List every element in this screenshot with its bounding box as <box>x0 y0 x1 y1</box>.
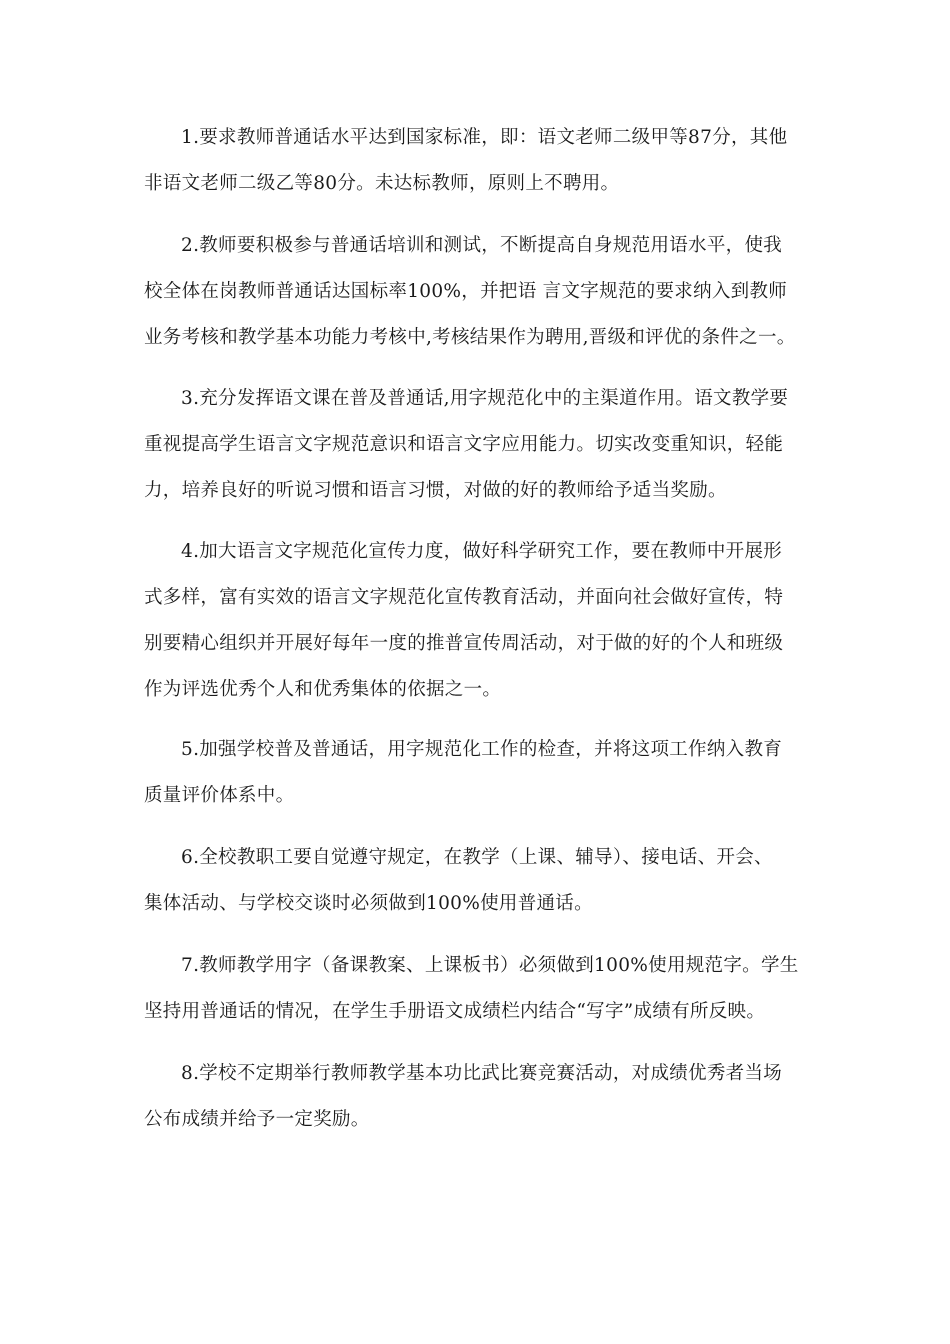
paragraph-line: 3.充分发挥语文课在普及普通话,用字规范化中的主渠道作用。语文教学要 <box>181 388 789 409</box>
paragraph-line: 公布成绩并给予一定奖励。 <box>144 1109 370 1130</box>
paragraph-line: 别要精心组织并开展好每年一度的推普宣传周活动，对于做的好的个人和班级 <box>144 633 784 654</box>
paragraph-1 <box>144 115 809 207</box>
paragraph-line: 6.全校教职工要自觉遵守规定，在教学（上课、辅导）、接电话、开会、 <box>181 847 773 868</box>
paragraph-line: 校全体在岗教师普通话达国标率100%，并把语 言文字规范的要求纳入到教师 <box>144 281 788 302</box>
paragraph-4 <box>144 529 809 713</box>
paragraph-line: 集体活动、与学校交谈时必须做到100%使用普通话。 <box>144 893 593 914</box>
paragraph-line: 7.教师教学用字（备课教案、上课板书）必须做到100%使用规范字。学生 <box>181 955 799 976</box>
paragraph-5 <box>144 727 809 819</box>
paragraph-line: 坚持用普通话的情况，在学生手册语文成绩栏内结合“写字”成绩有所反映。 <box>144 1001 766 1022</box>
paragraph-line: 作为评选优秀个人和优秀集体的依据之一。 <box>144 679 502 700</box>
paragraph-line: 5.加强学校普及普通话，用字规范化工作的检查，并将这项工作纳入教育 <box>181 739 783 760</box>
paragraph-line: 式多样，富有实效的语言文字规范化宣传教育活动，并面向社会做好宣传，特 <box>144 587 784 608</box>
paragraph-line: 力，培养良好的听说习惯和语言习惯，对做的好的教师给予适当奖励。 <box>144 480 727 501</box>
paragraph-6 <box>144 835 809 927</box>
paragraph-line: 2.教师要积极参与普通话培训和测试，不断提高自身规范用语水平，使我 <box>181 235 783 256</box>
paragraph-line: 1.要求教师普通话水平达到国家标准，即：语文老师二级甲等87分，其他 <box>181 127 788 148</box>
paragraph-line: 业务考核和教学基本功能力考核中,考核结果作为聘用,晋级和评优的条件之一。 <box>144 327 796 348</box>
paragraph-line: 4.加大语言文字规范化宣传力度，做好科学研究工作，要在教师中开展形 <box>181 541 783 562</box>
paragraph-2 <box>144 223 809 361</box>
paragraph-line: 重视提高学生语言文字规范意识和语言文字应用能力。切实改变重知识，轻能 <box>144 434 784 455</box>
paragraph-7 <box>144 943 809 1035</box>
paragraph-3 <box>144 376 809 514</box>
paragraph-line: 质量评价体系中。 <box>144 785 295 806</box>
paragraph-8 <box>144 1051 809 1143</box>
paragraph-line: 非语文老师二级乙等80分。未达标教师，原则上不聘用。 <box>144 173 620 194</box>
paragraph-line: 8.学校不定期举行教师教学基本功比武比赛竞赛活动，对成绩优秀者当场 <box>181 1063 783 1084</box>
